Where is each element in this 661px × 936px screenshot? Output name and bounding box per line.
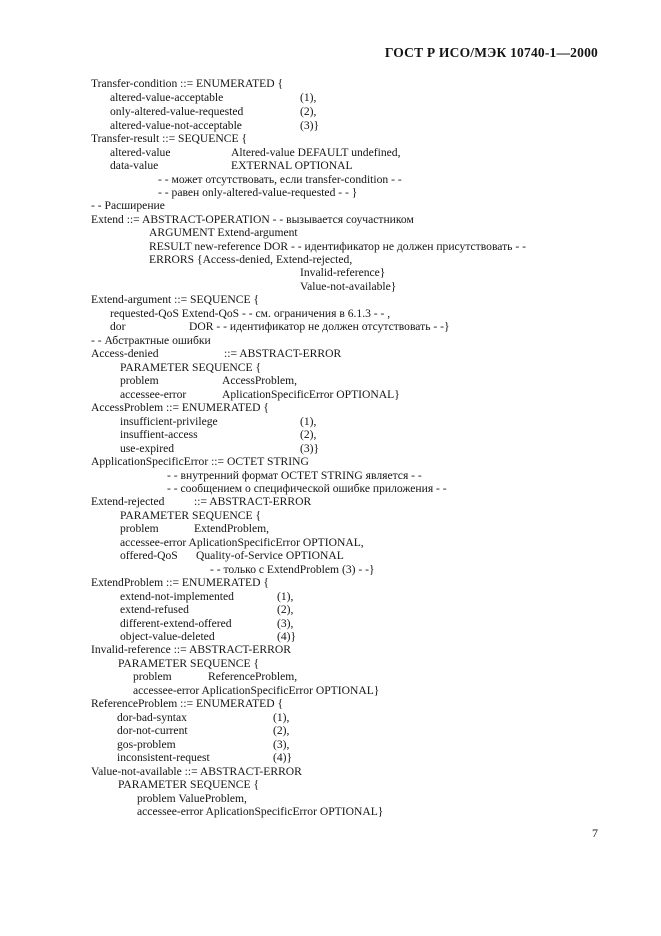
code-line-segment: extend-not-implemented	[120, 590, 234, 603]
code-line-segment: problem ValueProblem,	[137, 792, 247, 805]
code-line-segment: PARAMETER SEQUENCE {	[118, 657, 260, 670]
code-line-segment: (1),	[300, 91, 317, 104]
code-line-segment: - - Расширение	[91, 199, 165, 212]
code-line-segment: (4)}	[277, 630, 297, 643]
code-line-segment: ReferenceProblem ::= ENUMERATED {	[91, 697, 284, 710]
page-number: 7	[592, 826, 598, 840]
code-line-segment: insufficient-privilege	[120, 415, 218, 428]
code-line-segment: Quality-of-Service OPTIONAL	[196, 549, 344, 562]
code-line-segment: ApplicationSpecificError ::= OCTET STRING	[91, 455, 309, 468]
code-line-segment: (4)}	[273, 751, 293, 764]
code-line-segment: AplicationSpecificError OPTIONAL}	[222, 388, 400, 401]
code-line-segment: (3),	[273, 738, 290, 751]
code-line-segment: Extend-argument ::= SEQUENCE {	[91, 293, 260, 306]
code-line-segment: ::= ABSTRACT-ERROR	[224, 347, 342, 360]
code-line-segment: - - сообщением о специфической ошибке приложения - -	[167, 482, 447, 495]
code-line-segment: (3)}	[300, 442, 320, 455]
code-line-segment: problem	[133, 670, 172, 683]
code-line-segment: Transfer-condition ::= ENUMERATED {	[91, 77, 284, 90]
code-line-segment: Value-not-available ::= ABSTRACT-ERROR	[91, 765, 302, 778]
code-line-segment: (3)}	[300, 119, 320, 132]
code-line-segment: (1),	[300, 415, 317, 428]
code-line-segment: Invalid-reference}	[300, 266, 386, 279]
code-line-segment: - - Абстрактные ошибки	[91, 334, 211, 347]
code-line-segment: extend-refused	[120, 603, 189, 616]
code-line-segment: offered-QoS	[120, 549, 178, 562]
code-line-segment: altered-value-acceptable	[110, 91, 224, 104]
code-line-segment: altered-value	[110, 146, 171, 159]
code-line-segment: RESULT new-reference DOR - - идентификатор не должен присутствовать - -	[149, 240, 526, 253]
code-line-segment: ARGUMENT Extend-argument	[149, 226, 298, 239]
code-line-segment: - - может отсутствовать, если transfer-condition - -	[158, 173, 402, 186]
code-line-segment: Invalid-reference ::= ABSTRACT-ERROR	[91, 643, 291, 656]
code-line-segment: only-altered-value-requested	[110, 105, 244, 118]
code-line-segment: different-extend-offered	[120, 617, 232, 630]
code-line-segment: dor-bad-syntax	[117, 711, 187, 724]
code-line-segment: ERRORS {Access-denied, Extend-rejected,	[149, 253, 353, 266]
code-line-segment: Extend-rejected	[91, 495, 165, 508]
code-line-segment: inconsistent-request	[117, 751, 210, 764]
code-line-segment: ExtendProblem,	[194, 522, 270, 535]
code-line-segment: accessee-error AplicationSpecificError OPTIONAL}	[137, 805, 384, 818]
code-line-segment: AccessProblem,	[222, 374, 298, 387]
code-line-segment: (2),	[273, 724, 290, 737]
code-line-segment: DOR - - идентификатор не должен отсутствовать - -}	[189, 320, 450, 333]
code-line-segment: Value-not-available}	[300, 280, 397, 293]
code-line-segment: PARAMETER SEQUENCE {	[120, 361, 262, 374]
code-line-segment: (2),	[277, 603, 294, 616]
code-line-segment: use-expired	[120, 442, 175, 455]
code-line-segment: AccessProblem ::= ENUMERATED {	[91, 401, 269, 414]
code-line-segment: accessee-error AplicationSpecificError OPTIONAL}	[133, 684, 380, 697]
code-line-segment: Transfer-result ::= SEQUENCE {	[91, 132, 248, 145]
code-line-segment: (2),	[300, 105, 317, 118]
code-line-segment: requested-QoS Extend-QoS - - см. ограничения в 6.1.3 - - ,	[110, 307, 391, 320]
code-line-segment: Altered-value DEFAULT undefined,	[231, 146, 401, 159]
code-line-segment: problem	[120, 522, 159, 535]
code-line-segment: insuffient-access	[120, 428, 198, 441]
code-line-segment: PARAMETER SEQUENCE {	[118, 778, 260, 791]
code-line-segment: (2),	[300, 428, 317, 441]
code-line-segment: dor	[110, 320, 126, 333]
document-header: ГОСТ Р ИСО/МЭК 10740-1—2000	[384, 45, 598, 60]
code-line-segment: - - внутренний формат OCTET STRING является - -	[167, 469, 422, 482]
code-line-segment: - - равен only-altered-value-requested - - }	[158, 186, 358, 199]
code-line-segment: PARAMETER SEQUENCE {	[120, 509, 262, 522]
code-line-segment: problem	[120, 374, 159, 387]
code-line-segment: Access-denied	[91, 347, 159, 360]
code-line-segment: altered-value-not-acceptable	[110, 119, 242, 132]
code-line-segment: Extend ::= ABSTRACT-OPERATION - - вызывается соучастником	[91, 213, 414, 226]
code-line-segment: ::= ABSTRACT-ERROR	[194, 495, 312, 508]
code-line-segment: accessee-error	[120, 388, 187, 401]
code-line-segment: dor-not-current	[117, 724, 188, 737]
code-line-segment: EXTERNAL OPTIONAL	[231, 159, 353, 172]
code-line-segment: ExtendProblem ::= ENUMERATED {	[91, 576, 269, 589]
code-line-segment: ReferenceProblem,	[208, 670, 298, 683]
code-line-segment: (1),	[273, 711, 290, 724]
code-line-segment: accessee-error AplicationSpecificError OPTIONAL,	[120, 536, 364, 549]
code-line-segment: gos-problem	[117, 738, 176, 751]
code-line-segment: data-value	[110, 159, 159, 172]
code-line-segment: (1),	[277, 590, 294, 603]
code-line-segment: object-value-deleted	[120, 630, 215, 643]
code-line-segment: - - только с ExtendProblem (3) - -}	[210, 563, 375, 576]
code-line-segment: (3),	[277, 617, 294, 630]
